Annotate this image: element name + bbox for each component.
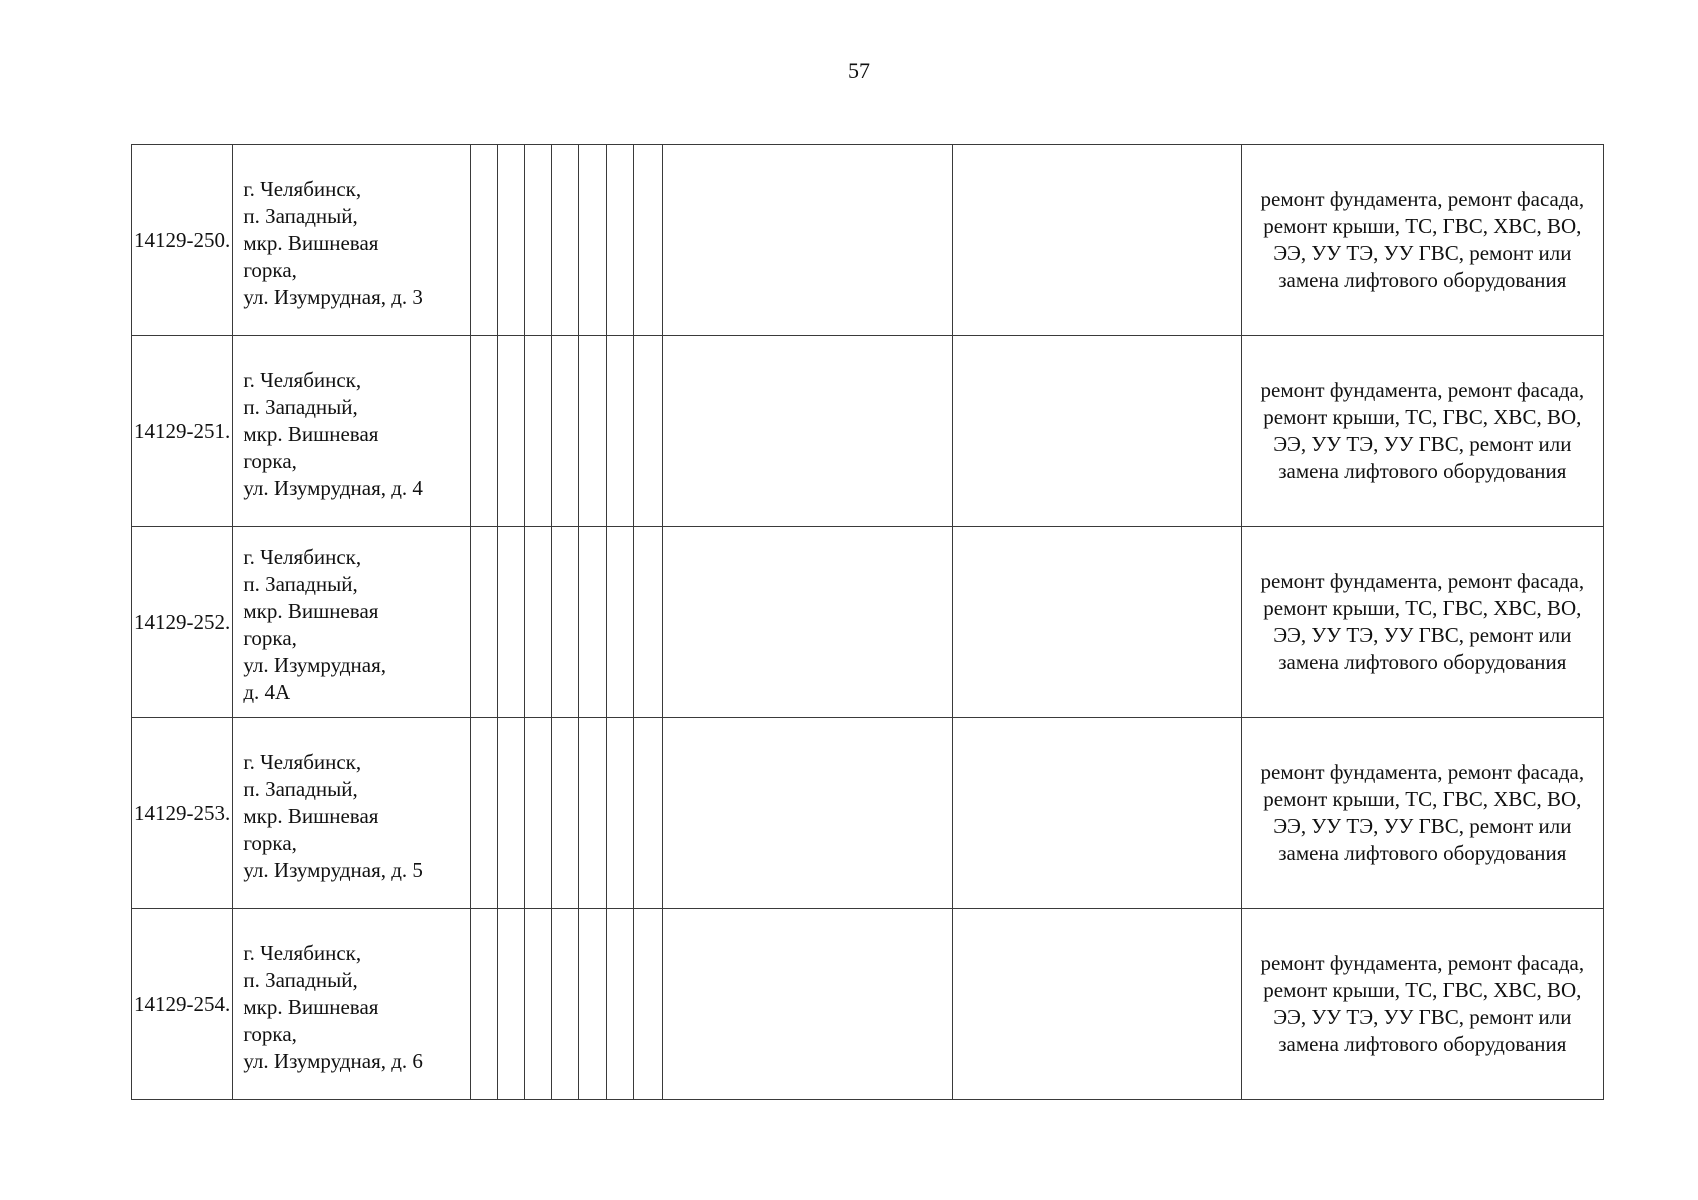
table-row	[132, 527, 1604, 718]
empty-cell	[525, 527, 552, 718]
empty-cell	[498, 527, 525, 718]
address-line: мкр. Вишневая	[243, 803, 379, 828]
address-line: мкр. Вишневая	[243, 421, 379, 446]
empty-cell	[952, 145, 1241, 336]
empty-cell	[471, 909, 498, 1100]
address-line: горка,	[243, 257, 297, 282]
empty-cell	[606, 145, 633, 336]
page-number: 57	[848, 58, 870, 83]
empty-cell	[498, 145, 525, 336]
empty-cell	[471, 336, 498, 527]
address-line: горка,	[243, 626, 297, 650]
table-row	[132, 336, 1604, 527]
record-number: 14129-253.	[132, 718, 233, 909]
address-line: мкр. Вишневая	[243, 994, 379, 1019]
record-number: 14129-251.	[132, 336, 233, 527]
address-line: п. Западный,	[243, 394, 358, 419]
address-line: г. Челябинск,	[243, 367, 362, 392]
empty-cell	[633, 909, 662, 1100]
empty-cell	[471, 718, 498, 909]
address-line: горка,	[243, 448, 297, 473]
address-line: ул. Изумрудная, д. 4	[243, 475, 423, 500]
empty-cell	[952, 909, 1241, 1100]
table-body	[132, 145, 1604, 1100]
empty-cell	[552, 909, 579, 1100]
empty-cell	[633, 718, 662, 909]
empty-cell	[662, 527, 952, 718]
address-line: мкр. Вишневая	[243, 230, 379, 255]
empty-cell	[579, 718, 606, 909]
empty-cell	[525, 718, 552, 909]
empty-cell	[525, 336, 552, 527]
address-line: горка,	[243, 830, 297, 855]
empty-cell	[662, 718, 952, 909]
empty-cell	[498, 718, 525, 909]
address-line: ул. Изумрудная, д. 5	[243, 857, 423, 882]
address-line: горка,	[243, 1021, 297, 1046]
address-line: п. Западный,	[243, 572, 358, 596]
empty-cell	[662, 336, 952, 527]
empty-cell	[633, 336, 662, 527]
empty-cell	[471, 527, 498, 718]
address-line: п. Западный,	[243, 203, 358, 228]
record-number: 14129-250.	[132, 145, 233, 336]
address-line: г. Челябинск,	[243, 749, 362, 774]
empty-cell	[606, 336, 633, 527]
record-number: 14129-252.	[132, 527, 233, 718]
address-line: д. 4А	[243, 680, 291, 704]
record-number: 14129-254.	[132, 909, 233, 1100]
address-line: г. Челябинск,	[243, 545, 362, 569]
empty-cell	[552, 718, 579, 909]
repair-works-cell: ремонт фундамента, ремонт фасада, ремонт крыши, ТС, ГВС, ХВС, ВО, ЭЭ, УУ ТЭ, УУ ГВС, ремонт или замена лифтового оборудования	[1241, 336, 1603, 527]
repair-works-cell: ремонт фундамента, ремонт фасада, ремонт крыши, ТС, ГВС, ХВС, ВО, ЭЭ, УУ ТЭ, УУ ГВС, ремонт или замена лифтового оборудования	[1241, 909, 1603, 1100]
empty-cell	[471, 145, 498, 336]
address-cell	[233, 145, 471, 336]
empty-cell	[579, 145, 606, 336]
empty-cell	[552, 336, 579, 527]
table-row	[132, 145, 1604, 336]
table-row	[132, 909, 1604, 1100]
repair-works-cell: ремонт фундамента, ремонт фасада, ремонт крыши, ТС, ГВС, ХВС, ВО, ЭЭ, УУ ТЭ, УУ ГВС, ремонт или замена лифтового оборудования	[1241, 718, 1603, 909]
empty-cell	[552, 527, 579, 718]
empty-cell	[633, 527, 662, 718]
address-line: ул. Изумрудная, д. 6	[243, 1048, 423, 1073]
address-cell	[233, 527, 471, 718]
address-line: г. Челябинск,	[243, 176, 362, 201]
empty-cell	[579, 336, 606, 527]
empty-cell	[498, 909, 525, 1100]
table-row	[132, 718, 1604, 909]
repair-works-cell: ремонт фундамента, ремонт фасада, ремонт крыши, ТС, ГВС, ХВС, ВО, ЭЭ, УУ ТЭ, УУ ГВС, ремонт или замена лифтового оборудования	[1241, 527, 1603, 718]
empty-cell	[952, 718, 1241, 909]
empty-cell	[633, 145, 662, 336]
address-line: п. Западный,	[243, 776, 358, 801]
address-cell	[233, 718, 471, 909]
address-line: мкр. Вишневая	[243, 599, 379, 623]
address-line: п. Западный,	[243, 967, 358, 992]
address-cell	[233, 909, 471, 1100]
empty-cell	[579, 527, 606, 718]
empty-cell	[952, 336, 1241, 527]
empty-cell	[606, 718, 633, 909]
empty-cell	[579, 909, 606, 1100]
empty-cell	[952, 527, 1241, 718]
address-line: г. Челябинск,	[243, 940, 362, 965]
empty-cell	[552, 145, 579, 336]
address-line: ул. Изумрудная,	[243, 653, 386, 677]
empty-cell	[525, 145, 552, 336]
empty-cell	[662, 145, 952, 336]
address-cell	[233, 336, 471, 527]
empty-cell	[662, 909, 952, 1100]
repair-works-cell: ремонт фундамента, ремонт фасада, ремонт крыши, ТС, ГВС, ХВС, ВО, ЭЭ, УУ ТЭ, УУ ГВС, ремонт или замена лифтового оборудования	[1241, 145, 1603, 336]
address-line: ул. Изумрудная, д. 3	[243, 284, 423, 309]
empty-cell	[606, 527, 633, 718]
housing-register-table	[131, 144, 1604, 1100]
empty-cell	[498, 336, 525, 527]
empty-cell	[606, 909, 633, 1100]
empty-cell	[525, 909, 552, 1100]
